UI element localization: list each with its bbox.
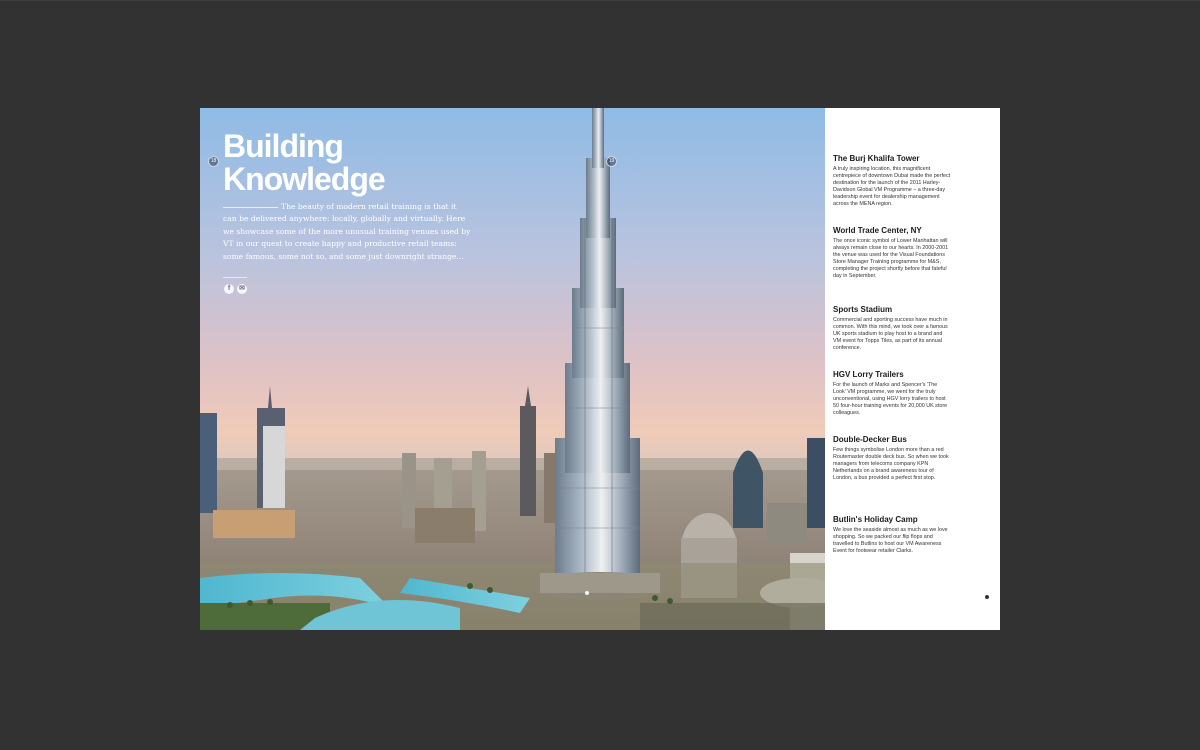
venue-description: Few things symbolise London more than a red Routemaster double deck bus. So when we took managers from telecoms company KPN Netherlands on a brand awareness tour of London, a bus provided a perfect first stop. bbox=[833, 447, 949, 482]
venue-burj-khalifa bbox=[833, 154, 951, 209]
venue-description: A truly inspiring location, this magnificent centrepiece of downtown Dubai made the perfect destination for the launch of the 2011 Harley-Davidson Global VM Programme – a three-day leadership event for dealership management across the MENA region. bbox=[833, 166, 951, 208]
venue-title: World Trade Center, NY bbox=[833, 226, 922, 235]
venue-description: Commercial and sporting success have much in common. With this mind, we took over a famous UK sports stadium to play host to a brand and VM event for Topps Tiles, as part of its annual conference. bbox=[833, 317, 948, 352]
page-indicator-dot bbox=[585, 591, 589, 595]
feature-title bbox=[223, 130, 385, 196]
venue-title: Double-Decker Bus bbox=[833, 435, 907, 444]
title-line-2: Knowledge bbox=[223, 161, 385, 197]
share-icons bbox=[224, 284, 247, 294]
venue-butlins-holiday-camp bbox=[833, 515, 951, 555]
venue-description: For the launch of Marks and Spencer's 'The Look' VM programme, we went for the truly unconventional, using HGV lorry trailers to host 50 four-hour training events for 20,000 UK store colleagues. bbox=[833, 382, 948, 417]
share-divider bbox=[223, 277, 247, 278]
burj-khalifa-photo bbox=[200, 108, 825, 630]
intro-paragraph: The beauty of modern retail training is that it can be delivered anywhere: locally, globally and virtually. Here we showcase some of the more unusual training venues used by VT in our quest to create happy and productive retail teams: some famous, some not so, and some just downright strange... bbox=[223, 202, 471, 261]
page-indicator-dot-right bbox=[985, 595, 989, 599]
venue-sports-stadium bbox=[833, 305, 951, 352]
viewer-top-edge bbox=[0, 0, 1200, 1]
venue-list bbox=[833, 108, 993, 630]
venue-description: The once iconic symbol of Lower Manhattan will always remain close to our hearts. In 2000-2001 the venue was used for the Visual Foundations Store Manager Training programme for M&S, completing the project shortly before that fateful day in September. bbox=[833, 238, 949, 280]
venue-title: Sports Stadium bbox=[833, 305, 893, 314]
page-number-left: 18 bbox=[208, 156, 219, 167]
email-icon[interactable]: ✉ bbox=[237, 284, 247, 294]
venue-title: The Burj Khalifa Tower bbox=[833, 154, 920, 163]
page-number-right: 19 bbox=[606, 156, 617, 167]
venue-description: We love the seaside almost as much as we love shopping. So we packed our flip flops and travelled to Butlins to host our VM Awareness Event for footwear retailer Clarks. bbox=[833, 527, 948, 555]
venue-double-decker-bus bbox=[833, 435, 951, 482]
facebook-icon[interactable]: f bbox=[224, 284, 234, 294]
magazine-spread bbox=[200, 108, 1000, 630]
venue-title: Butlin's Holiday Camp bbox=[833, 515, 918, 524]
venue-title: HGV Lorry Trailers bbox=[833, 370, 904, 379]
venue-world-trade-center bbox=[833, 226, 951, 281]
title-line-1: Building bbox=[223, 128, 343, 164]
venue-hgv-lorry-trailers bbox=[833, 370, 951, 417]
